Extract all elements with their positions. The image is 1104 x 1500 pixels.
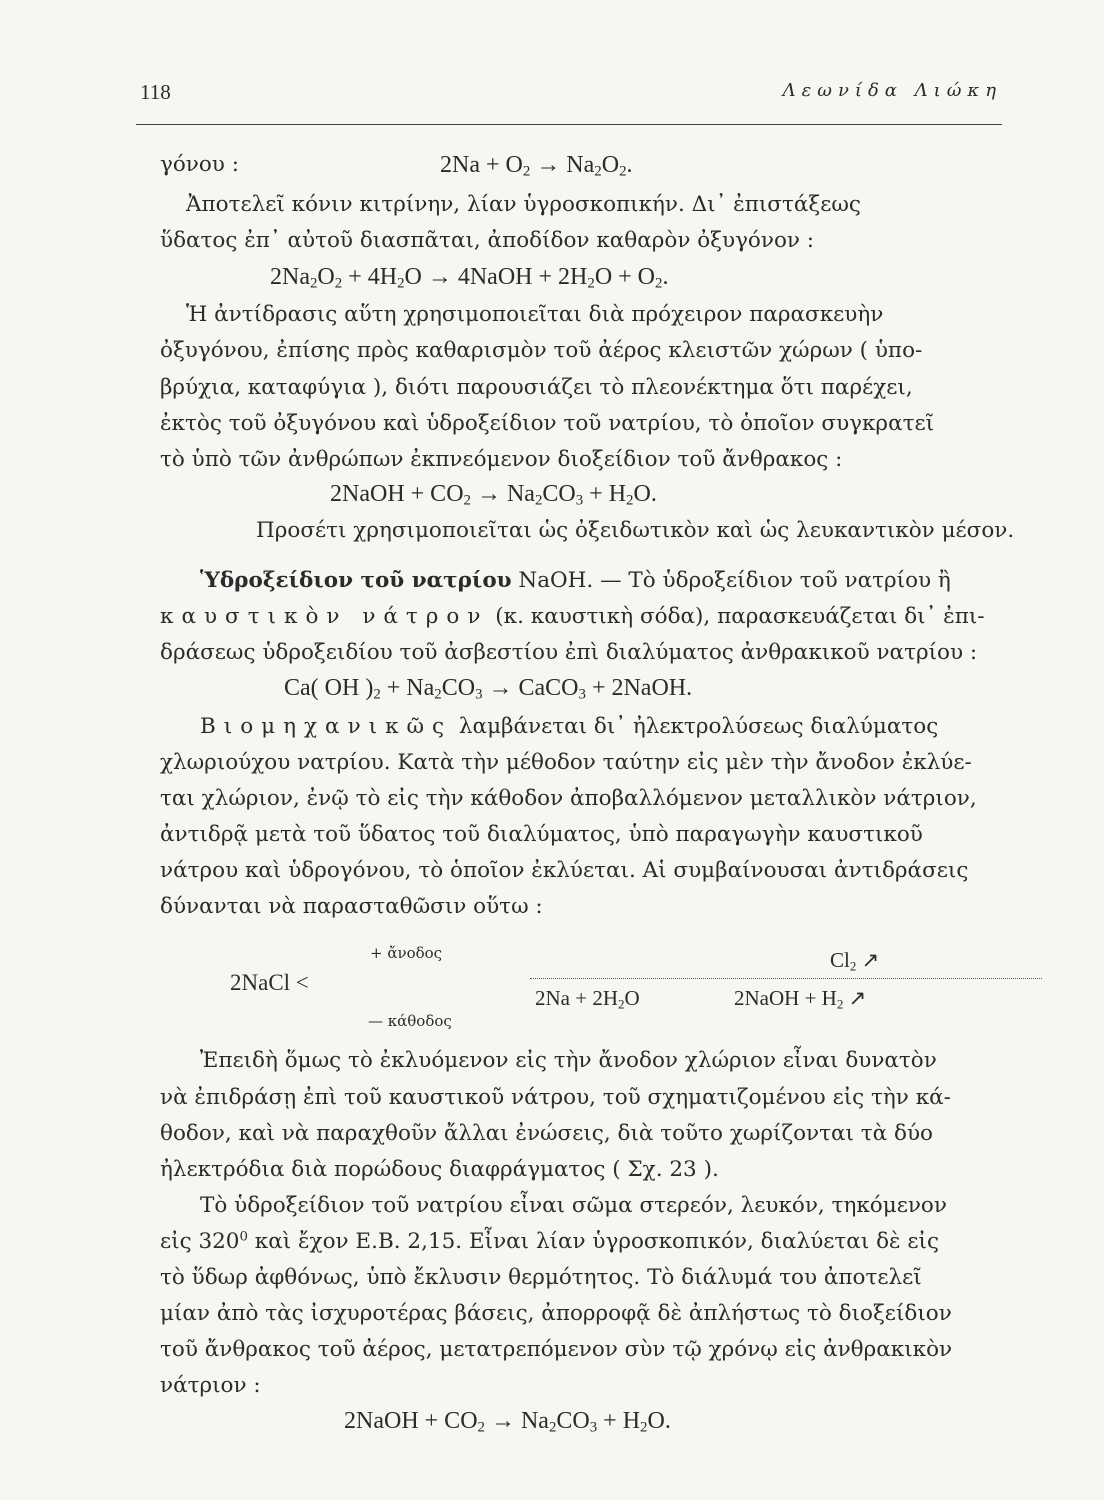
line-text: (κ. καυστικὴ σόδα), παρασκευάζεται δι᾽ ἐπι- bbox=[488, 604, 985, 629]
text-line: νάτριον : bbox=[160, 1373, 261, 1398]
chlorine-product: $Cl_2$ ↗ bbox=[830, 948, 880, 974]
text-line: ἠλεκτρόδια διὰ πορώδους διαφράγματος ( Σχ. 23 ). bbox=[160, 1157, 719, 1182]
text-line: Προσέτι χρησιμοποιεῖται ὡς ὀξειδωτικὸν καὶ ὡς λευκαντικὸν μέσον. bbox=[256, 518, 1015, 543]
header-rule bbox=[136, 124, 1002, 125]
page-number: 118 bbox=[140, 80, 171, 104]
text-line bbox=[200, 712, 1040, 742]
text-line: Ἐπειδὴ ὅμως τὸ ἐκλυόμενον εἰς τὴν ἄνοδον χλώριον εἶναι δυνατὸν bbox=[200, 1048, 937, 1073]
degree-sup: 0 bbox=[239, 1229, 248, 1245]
electrolysis-scheme bbox=[230, 940, 1010, 1040]
text-line: δράσεως ὑδροξειδίου τοῦ ἀσβεστίου ἐπὶ διαλύματος ἀνθρακικοῦ νατρίου : bbox=[160, 640, 978, 665]
text-line: ἐκτὸς τοῦ ὀξυγόνου καὶ ὑδροξείδιον τοῦ νατρίου, τὸ ὁποῖον συγκρατεῖ bbox=[160, 411, 935, 436]
cathode-products: 2NaOH + $H_2$ ↗ bbox=[734, 986, 867, 1012]
equation-1: $2Na + O_2 \to Na_2O_2$. bbox=[440, 152, 633, 180]
text-line: τὸ ὕδωρ ἀφθόνως, ὑπὸ ἔκλυσιν θερμότητος. Τὸ διάλυμά του ἀποτελεῖ bbox=[160, 1265, 922, 1290]
spaced-term: καυστικὸν νάτρον bbox=[160, 604, 489, 629]
text-line: Ἀποτελεῖ κόνιν κιτρίνην, λίαν ὑγροσκοπικήν. Δι᾽ ἐπιστάξεως bbox=[186, 192, 861, 217]
line-text: εἰς 320 bbox=[160, 1229, 240, 1254]
text-line: ὕδατος ἐπ᾽ αὐτοῦ διασπᾶται, ἀποδίδον καθαρὸν ὀξυγόνον : bbox=[160, 228, 815, 253]
text-line: χλωριούχου νατρίου. Κατὰ τὴν μέθοδον ταύτην εἰς μὲν τὴν ἄνοδον ἐκλύε- bbox=[160, 750, 972, 775]
cathode-label: — κάθοδος bbox=[368, 1012, 452, 1030]
text-line: θοδον, καὶ νὰ παραχθοῦν ἄλλαι ἐνώσεις, διὰ τοῦτο χωρίζονται τὰ δύο bbox=[160, 1121, 933, 1146]
section-heading-line bbox=[200, 566, 1040, 596]
text-line: μίαν ἀπὸ τὰς ἰσχυροτέρας βάσεις, ἀπορροφᾷ δὲ ἀπλήστως τὸ διοξείδιον bbox=[160, 1301, 952, 1326]
text-line: ἀντιδρᾷ μετὰ τοῦ ὕδατος τοῦ διαλύματος, ὑπὸ παραγωγὴν καυστικοῦ bbox=[160, 822, 923, 847]
text-line: τὸ ὑπὸ τῶν ἀνθρώπων ἐκπνεόμενον διοξείδιον τοῦ ἄνθρακος : bbox=[160, 447, 843, 472]
anode-dotted-line bbox=[530, 978, 1042, 979]
text-line: δύνανται νὰ παρασταθῶσιν οὕτω : bbox=[160, 894, 543, 919]
spaced-term: Βιομηχανικῶς bbox=[200, 714, 453, 739]
equation-3: 2NaOH + $CO_2 \to Na_2CO_3 + H_2O$. bbox=[330, 481, 657, 509]
text-line: νάτρου καὶ ὑδρογόνου, τὸ ὁποῖον ἐκλύεται. Αἱ συμβαίνουσαι ἀντιδράσεις bbox=[160, 858, 969, 883]
equation-4: Ca( OH )$_2 + Na_2CO_3$ → CaCO$_3$ + 2NaOH. bbox=[284, 675, 693, 703]
equation-2: $2Na_2O_2 + 4H_2O$ → 4NaOH + $2H_2O + O_2$. bbox=[270, 264, 669, 292]
line-text: λαμβάνεται δι᾽ ἠλεκτρολύσεως διαλύματος bbox=[452, 714, 939, 739]
line-text: NaOH. — Τὸ ὑδροξείδιον τοῦ νατρίου ἢ bbox=[511, 568, 951, 593]
text-line: ται χλώριον, ἐνῷ τὸ εἰς τὴν κάθοδον ἀποβαλλόμενον μεταλλικὸν νάτριον, bbox=[160, 786, 977, 811]
line-text: καὶ ἔχον Ε.Β. 2,15. Εἶναι λίαν ὑγροσκοπικόν, διαλύεται δὲ εἰς bbox=[247, 1229, 940, 1254]
text-line bbox=[160, 150, 1000, 180]
line-text: γόνου : bbox=[160, 152, 239, 177]
page-header bbox=[140, 80, 1002, 112]
text-line: νὰ ἐπιδράσῃ ἐπὶ τοῦ καυστικοῦ νάτρου, τοῦ σχηματιζομένου εἰς τὴν κά- bbox=[160, 1085, 951, 1110]
anode-label: + ἄνοδος bbox=[370, 944, 443, 962]
text-line: βρύχια, καταφύγια ), διότι παρουσιάζει τὸ πλεονέκτημα ὅτι παρέχει, bbox=[160, 375, 913, 400]
cathode-reaction: $2Na + 2H_2O$ bbox=[535, 986, 640, 1012]
text-line bbox=[160, 602, 1000, 632]
text-line: ὀξυγόνου, ἐπίσης πρὸς καθαρισμὸν τοῦ ἀέρος κλειστῶν χώρων ( ὑπο- bbox=[160, 338, 923, 363]
section-heading: Ὑδροξείδιον τοῦ νατρίου bbox=[200, 568, 512, 593]
nacl-formula: 2NaCl < bbox=[230, 970, 309, 995]
running-head: Λεωνίδα Λιώκη bbox=[782, 80, 1002, 101]
text-line: Ἡ ἀντίδρασις αὕτη χρησιμοποιεῖται διὰ πρόχειρον παρασκευὴν bbox=[186, 302, 884, 327]
text-line: τοῦ ἄνθρακος τοῦ ἀέρος, μετατρεπόμενον σὺν τῷ χρόνῳ εἰς ἀνθρακικὸν bbox=[160, 1337, 953, 1362]
equation-5: 2NaOH + $CO_2 \to Na_2CO_3 + H_2O$. bbox=[344, 1408, 671, 1436]
text-line: Τὸ ὑδροξείδιον τοῦ νατρίου εἶναι σῶμα στερεόν, λευκόν, τηκόμενον bbox=[200, 1193, 947, 1218]
text-line bbox=[160, 1227, 1000, 1257]
